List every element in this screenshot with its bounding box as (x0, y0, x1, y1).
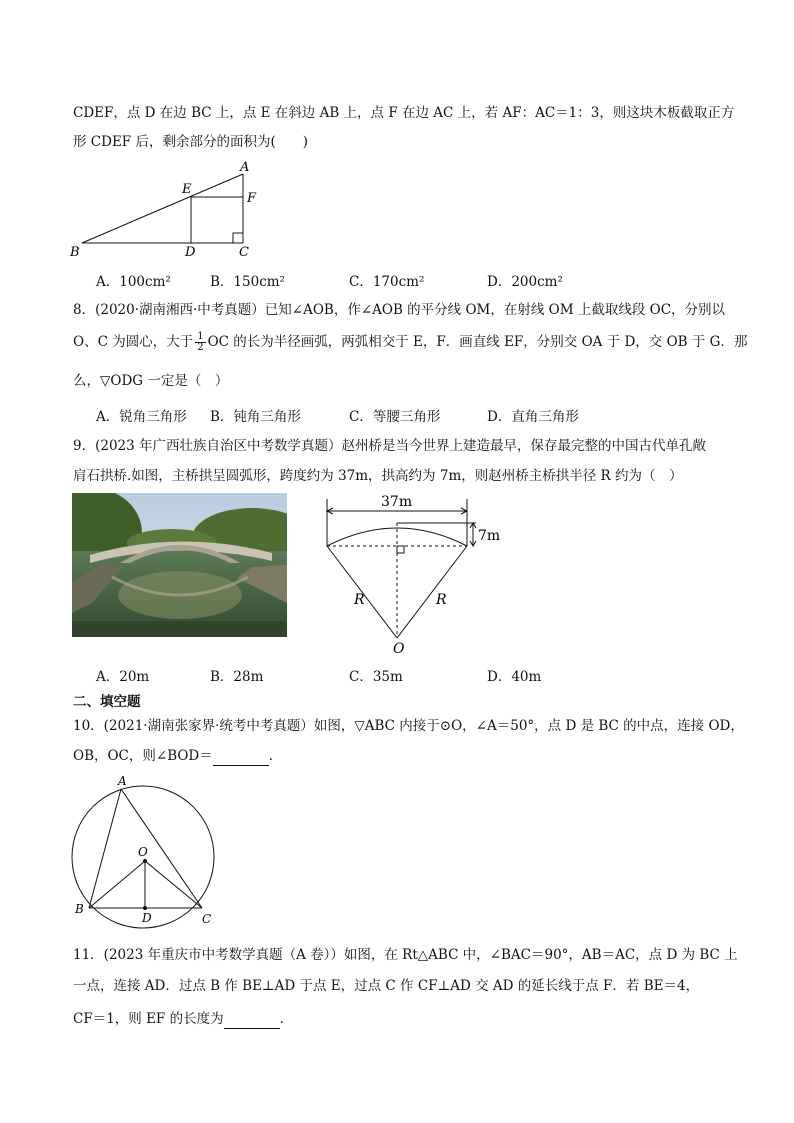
q7-label-e: E (182, 182, 192, 197)
q7-line-1: CDEF，点 D 在边 BC 上，点 E 在斜边 AB 上，点 F 在边 AC 上，若 AF：AC＝1：3，则这块木板截取正方 (73, 105, 735, 121)
q7-option-a[interactable]: A．100cm² (96, 274, 171, 290)
zhaozhou-bridge-photo (72, 493, 287, 637)
section-title-fill-in: 二、填空题 (73, 694, 141, 710)
q7-label-b: B (70, 245, 80, 260)
q8-option-d[interactable]: D．直角三角形 (487, 409, 579, 425)
q10-segment-oc (145, 861, 202, 908)
q7-line-2: 形 CDEF 后，剩余部分的面积为( ) (73, 134, 308, 150)
q9-option-c[interactable]: C．35m (349, 669, 403, 685)
q10-label-b: B (75, 902, 84, 916)
q8-line-1: 8．(2020·湖南湘西·中考真题）已知∠AOB，作∠AOB 的平分线 OM，在射线 OM 上截取线段 OC，分别以 (73, 302, 726, 318)
q10-label-o: O (138, 845, 148, 859)
q10-side-ab (89, 789, 121, 908)
q8-option-a[interactable]: A．锐角三角形 (96, 409, 187, 425)
q9-arch-figure (318, 490, 518, 660)
q7-option-d[interactable]: D．200cm² (487, 274, 563, 290)
q8-line-2 (73, 332, 747, 353)
q9-option-d[interactable]: D．40m (487, 669, 542, 685)
q9-line-1: 9．(2023 年广西壮族自治区中考数学真题）赵州桥是当今世界上建造最早，保存最完整的中国古代单孔敞 (73, 438, 707, 454)
q10-label-a: A (118, 774, 127, 788)
q10-line-2-start: OB，OC，则∠BOD＝ (73, 748, 213, 764)
q7-right-angle-mark (233, 233, 243, 243)
q10-segment-ob (89, 861, 145, 908)
q8-line-3: 么，▽ODG 一定是（ ） (73, 373, 229, 389)
q8-fraction-den: 2 (197, 342, 204, 353)
q8-fraction-num: 1 (197, 331, 204, 342)
q7-label-d: D (185, 245, 196, 260)
q9-center-label: O (393, 641, 405, 657)
q7-option-b[interactable]: B．150cm² (210, 274, 285, 290)
q7-option-c[interactable]: C．170cm² (349, 274, 425, 290)
q9-option-a[interactable]: A．20m (96, 669, 150, 685)
q9-span-label: 37m (381, 494, 413, 510)
q8-line-2-end: OC 的长为半径画弧，两弧相交于 E，F．画直线 EF，分别交 OA 于 D，交 OB 于 G．那 (207, 334, 748, 350)
q9-line-2: 肩石拱桥.如图，主桥拱呈圆弧形，跨度约为 37m，拱高约为 7m，则赵州桥主桥拱半径 R 约为（ ） (73, 468, 683, 484)
q9-height-label: 7m (478, 528, 501, 544)
q7-label-f: F (247, 191, 257, 206)
q9-radius-right-label: R (436, 592, 447, 608)
q11-line-3-start: CF＝1，则 EF 的长度为 (73, 1011, 224, 1027)
q10-line-1: 10．(2021·湖南张家界·统考中考真题）如图，▽ABC 内接于⊙O，∠A＝50°，点 D 是 BC 的中点，连接 OD， (73, 718, 744, 734)
q7-label-c: C (239, 245, 249, 260)
q11-answer-blank[interactable] (224, 1014, 280, 1029)
q11-line-1: 11．(2023 年重庆市中考数学真题（A 卷））如图，在 Rt△ABC 中，∠BAC＝90°，AB＝AC，点 D 为 BC 上 (73, 947, 738, 963)
q10-circle-figure (66, 772, 226, 932)
q11-line-3 (73, 1009, 293, 1029)
q10-side-ac (121, 789, 202, 908)
q9-option-b[interactable]: B．28m (210, 669, 264, 685)
q8-option-c[interactable]: C．等腰三角形 (349, 409, 441, 425)
q7-figure (66, 160, 266, 260)
q10-line-2 (73, 746, 282, 766)
q9-right-angle-mark (397, 546, 404, 553)
q8-line-2-start: O、C 为圆心，大于 (73, 334, 194, 350)
q10-answer-blank[interactable] (213, 751, 269, 766)
q7-side-ba (82, 174, 243, 243)
q9-radius-right (397, 546, 467, 638)
q8-option-b[interactable]: B．钝角三角形 (210, 409, 301, 425)
q7-label-a: A (240, 160, 250, 175)
q10-line-2-end: ． (268, 748, 283, 764)
q11-line-2: 一点，连接 AD．过点 B 作 BE⊥AD 于点 E，过点 C 作 CF⊥AD 交 AD 的延长线于点 F．若 BE＝4， (73, 978, 700, 994)
q10-label-d: D (142, 911, 152, 925)
q8-fraction (195, 332, 205, 353)
q9-radius-left-label: R (354, 592, 365, 608)
q10-label-c: C (202, 912, 212, 926)
q11-line-3-end: ． (279, 1011, 294, 1027)
